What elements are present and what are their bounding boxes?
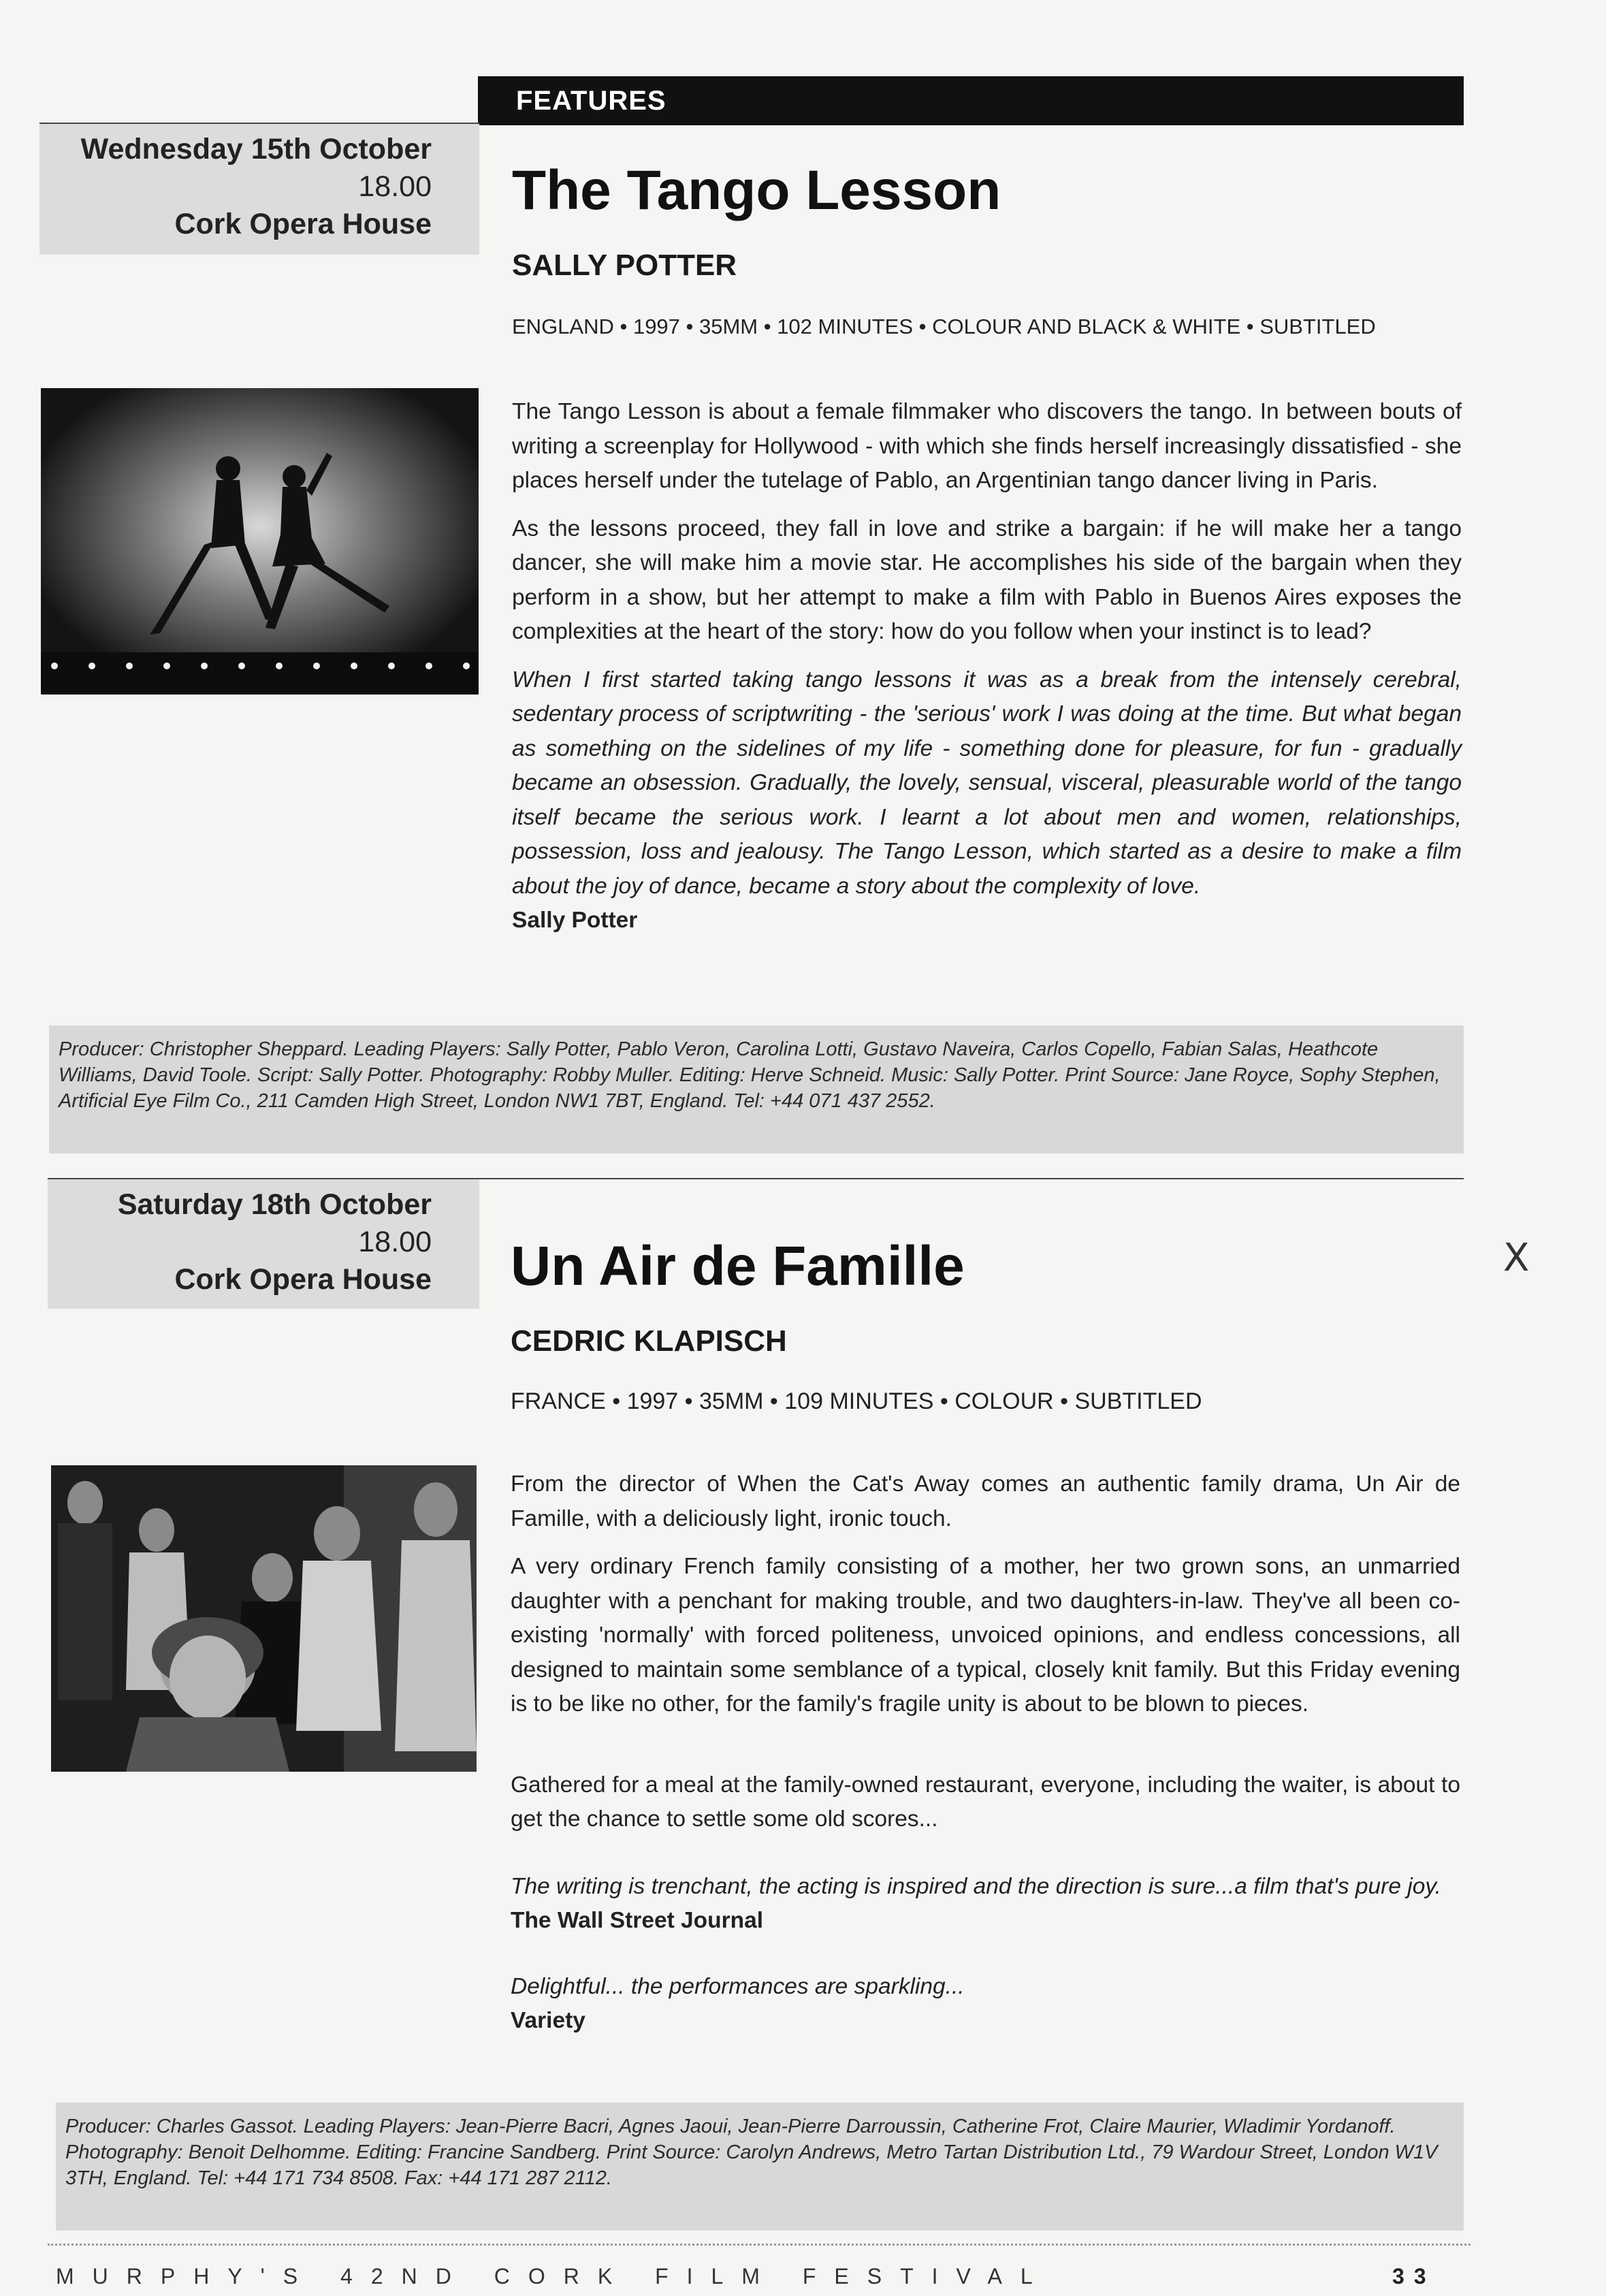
screening-info (39, 124, 479, 255)
screening-info (48, 1179, 479, 1309)
footer-divider (48, 2244, 1471, 2246)
screening-day: Wednesday 15th October (80, 133, 432, 165)
synopsis-paragraph: The Tango Lesson is about a female filmmaker who discovers the tango. In between bouts of writing a screenplay for Hollywood - with which she finds herself increasingly dissatisfied - she places herself under the tutelage of Pablo, an Argentinian tango dancer living in Paris. (512, 399, 1462, 493)
synopsis-paragraph: From the director of When the Cat's Away comes an authentic family drama, Un Air de Famille, with a deliciously light, ironic touch. (511, 1471, 1460, 1531)
screening-day: Saturday 18th October (117, 1188, 432, 1221)
film-synopsis (512, 395, 1462, 938)
film-director: SALLY POTTER (512, 249, 737, 282)
film-credits: Producer: Charles Gassot. Leading Players: Jean-Pierre Bacri, Agnes Jaoui, Jean-Pierre Darroussin, Catherine Frot, Claire Maurier, Wladimir Yordanoff. Photography: Benoit Delhomme. Editing: Francine Sandberg. Print Source: Carolyn Andrews, Metro Tartan Distribution Ltd., 79 Wardour Street, London W1V 3TH, England. Tel: +44 171 734 8508. Fax: +44 171 287 2112. (56, 2103, 1464, 2231)
family-group-image (51, 1465, 477, 1772)
screening-time: 18.00 (358, 170, 432, 203)
film-details: FRANCE • 1997 • 35MM • 109 MINUTES • COLOUR • SUBTITLED (511, 1388, 1202, 1414)
film-details: ENGLAND • 1997 • 35MM • 102 MINUTES • COLOUR AND BLACK & WHITE • SUBTITLED (512, 315, 1376, 338)
page-number: 33 (1392, 2264, 1436, 2289)
film-title: Un Air de Famille (511, 1235, 965, 1297)
synopsis-paragraph: A very ordinary French family consisting of a mother, her two grown sons, an unmarried daughter with a penchant for making trouble, and two daughters-in-law. They've all been co-existing 'normally' with forced politeness, unvoiced opinions, and endless concessions, all designed to maintain some semblance of a typical, closely knit family. But this Friday evening is to be like no other, for the family's fragile unity is about to be blown to pieces. (511, 1554, 1460, 1717)
film-still-tango (41, 388, 479, 695)
handwritten-mark: X (1503, 1236, 1530, 1280)
director-statement: When I first started taking tango lessons it was as a break from the intensely cerebral, sedentary process of scriptwriting - the 'serious' work I was doing at the time. But what began as something on the sidelines of my life - something done for pleasure, for fun - gradually became an obsession. Gradually, the lovely, sensual, visceral, pleasurable world of the tango itself became the serious work. I learnt a lot about men and women, relationships, possession, loss and jealousy. The Tango Lesson, which started as a desire to make a film about the joy of dance, became a story about the complexity of love. (512, 667, 1462, 899)
footer-festival-name: MURPHY'S 42ND CORK FILM FESTIVAL (56, 2264, 1051, 2289)
film-title: The Tango Lesson (512, 159, 1001, 221)
screening-time: 18.00 (358, 1226, 432, 1258)
film-credits: Producer: Christopher Sheppard. Leading Players: Sally Potter, Pablo Veron, Carolina Lotti, Gustavo Naveira, Carlos Copello, Fabian Salas, Heathcote Williams, David Toole. Script: Sally Potter. Photography: Robby Muller. Editing: Herve Schneid. Music: Sally Potter. Print Source: Jane Royce, Sophy Stephen, Artificial Eye Film Co., 211 Camden High Street, London NW1 7BT, England. Tel: +44 071 437 2552. (49, 1025, 1464, 1153)
film-still-famille (51, 1465, 477, 1772)
tango-dancers-image (41, 388, 479, 695)
statement-author: Sally Potter (512, 908, 638, 933)
film-synopsis (511, 1467, 1460, 2039)
press-quote: Delightful... the performances are sparkling... (511, 1973, 965, 1999)
press-quote-source: Variety (511, 2008, 585, 2033)
synopsis-paragraph: Gathered for a meal at the family-owned restaurant, everyone, including the waiter, is about to get the chance to settle some old scores... (511, 1772, 1460, 1832)
section-header: FEATURES (478, 76, 1464, 125)
film-director: CEDRIC KLAPISCH (511, 1324, 787, 1358)
press-quote: The writing is trenchant, the acting is inspired and the direction is sure...a film that's pure joy. (511, 1873, 1441, 1899)
screening-venue: Cork Opera House (174, 1263, 432, 1296)
press-quote-source: The Wall Street Journal (511, 1908, 764, 1933)
synopsis-paragraph: As the lessons proceed, they fall in love and strike a bargain: if he will make her a tango dancer, she will make him a movie star. He accomplishes his side of the bargain when they perform in a show, but her attempt to make a film with Pablo in Buenos Aires exposes the complexities at the heart of the story: how do you follow when your instinct is to lead? (512, 515, 1462, 644)
screening-venue: Cork Opera House (174, 208, 432, 240)
